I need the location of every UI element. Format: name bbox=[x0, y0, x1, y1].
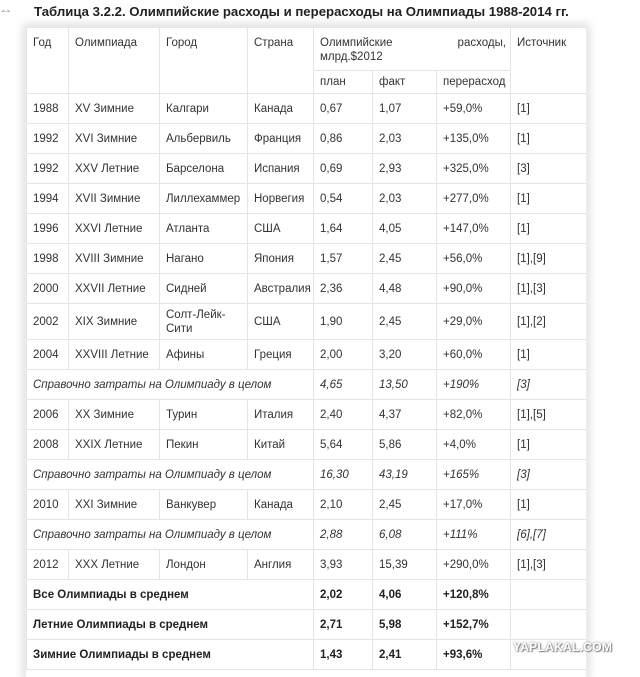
cell-source: [1] bbox=[511, 184, 586, 214]
cell-country: США bbox=[248, 214, 314, 244]
cell-overrun: +135,0% bbox=[437, 124, 511, 154]
table-row bbox=[27, 304, 587, 340]
cell-fact: 2,45 bbox=[373, 244, 437, 274]
cell-fact: 13,50 bbox=[373, 370, 437, 400]
table-row bbox=[27, 154, 587, 184]
cell-plan: 2,36 bbox=[314, 274, 373, 304]
cell-country: Норвегия bbox=[248, 184, 314, 214]
cell-fact: 43,19 bbox=[373, 460, 437, 490]
reference-row bbox=[27, 520, 587, 550]
cell-fact: 2,03 bbox=[373, 184, 437, 214]
cell-city: Афины bbox=[160, 340, 248, 370]
header-row bbox=[27, 28, 587, 71]
header-city: Город bbox=[160, 28, 248, 94]
average-row bbox=[27, 640, 587, 670]
cell-plan: 1,64 bbox=[314, 214, 373, 244]
header-money bbox=[314, 28, 511, 71]
header-money-right: расходы, bbox=[457, 37, 507, 49]
cell-average-label: Зимние Олимпиады в среднем bbox=[27, 640, 314, 670]
cell-year: 2008 bbox=[27, 430, 69, 460]
cell-country: Испания bbox=[248, 154, 314, 184]
cell-plan: 2,71 bbox=[314, 610, 373, 640]
cell-fact: 2,93 bbox=[373, 154, 437, 184]
site-watermark: YAPLAKAL.COM bbox=[513, 640, 613, 654]
cell-overrun: +59,0% bbox=[437, 94, 511, 124]
cell-fact: 4,37 bbox=[373, 400, 437, 430]
cell-overrun: +29,0% bbox=[437, 304, 511, 340]
cell-source: [1] bbox=[511, 214, 586, 244]
cell-country: Япония bbox=[248, 244, 314, 274]
cell-fact: 6,08 bbox=[373, 520, 437, 550]
cell-city: Турин bbox=[160, 400, 248, 430]
cell-city: Ванкувер bbox=[160, 490, 248, 520]
cell-overrun: +152,7% bbox=[437, 610, 511, 640]
cell-city: Барселона bbox=[160, 154, 248, 184]
cell-overrun: +147,0% bbox=[437, 214, 511, 244]
header-overrun: перерасход bbox=[437, 71, 511, 94]
cell-olympiad: XXIX Летние bbox=[69, 430, 160, 460]
cell-plan: 0,69 bbox=[314, 154, 373, 184]
header-money-units: млрд.$2012 bbox=[320, 51, 383, 63]
cell-olympiad: XXVIII Летние bbox=[69, 340, 160, 370]
average-row bbox=[27, 610, 587, 640]
cell-plan: 4,65 bbox=[314, 370, 373, 400]
cell-fact: 4,48 bbox=[373, 274, 437, 304]
cell-year: 1994 bbox=[27, 184, 69, 214]
table-row bbox=[27, 490, 587, 520]
cell-olympiad: XX Зимние bbox=[69, 400, 160, 430]
cell-year: 1996 bbox=[27, 214, 69, 244]
cell-source: [1],[3] bbox=[511, 274, 586, 304]
cell-year: 2012 bbox=[27, 550, 69, 580]
table-row bbox=[27, 94, 587, 124]
cell-fact: 3,20 bbox=[373, 340, 437, 370]
header-fact: факт bbox=[373, 71, 437, 94]
cell-plan: 2,10 bbox=[314, 490, 373, 520]
reference-row bbox=[27, 460, 587, 490]
header-money-left: Олимпийские bbox=[320, 37, 393, 49]
cell-source: [3] bbox=[511, 370, 586, 400]
cell-fact: 2,45 bbox=[373, 304, 437, 340]
cell-olympiad: XXX Летние bbox=[69, 550, 160, 580]
table-caption bbox=[0, 2, 640, 22]
cell-average-label: Все Олимпиады в среднем bbox=[27, 580, 314, 610]
cell-source: [6],[7] bbox=[511, 520, 586, 550]
cell-olympiad: XVII Зимние bbox=[69, 184, 160, 214]
cell-source: [1] bbox=[511, 124, 586, 154]
cell-fact: 2,41 bbox=[373, 640, 437, 670]
cell-overrun: +56,0% bbox=[437, 244, 511, 274]
cell-plan: 2,00 bbox=[314, 340, 373, 370]
cell-plan: 2,40 bbox=[314, 400, 373, 430]
cell-source: [3] bbox=[511, 154, 586, 184]
cell-source bbox=[511, 610, 586, 640]
header-year: Год bbox=[27, 28, 69, 94]
cell-source: [1],[5] bbox=[511, 400, 586, 430]
cell-fact: 1,07 bbox=[373, 94, 437, 124]
cell-overrun: +277,0% bbox=[437, 184, 511, 214]
cell-city: Лондон bbox=[160, 550, 248, 580]
cell-fact: 5,98 bbox=[373, 610, 437, 640]
cell-source: [3] bbox=[511, 460, 586, 490]
cell-plan: 16,30 bbox=[314, 460, 373, 490]
cell-year: 2006 bbox=[27, 400, 69, 430]
cell-country: Италия bbox=[248, 400, 314, 430]
cell-note: Справочно затраты на Олимпиаду в целом bbox=[27, 370, 314, 400]
table-row bbox=[27, 550, 587, 580]
average-row bbox=[27, 580, 587, 610]
cell-year: 1998 bbox=[27, 244, 69, 274]
cell-plan: 0,86 bbox=[314, 124, 373, 154]
olympic-costs-table bbox=[26, 27, 586, 670]
cell-city: Альбервиль bbox=[160, 124, 248, 154]
header-olympiad: Олимпиада bbox=[69, 28, 160, 94]
table-sheet bbox=[26, 27, 586, 677]
header-country: Страна bbox=[248, 28, 314, 94]
table-row bbox=[27, 340, 587, 370]
cell-overrun: +82,0% bbox=[437, 400, 511, 430]
cell-fact: 4,05 bbox=[373, 214, 437, 244]
cell-note: Справочно затраты на Олимпиаду в целом bbox=[27, 460, 314, 490]
cell-overrun: +325,0% bbox=[437, 154, 511, 184]
cell-overrun: +165% bbox=[437, 460, 511, 490]
cell-fact: 2,03 bbox=[373, 124, 437, 154]
table-row bbox=[27, 244, 587, 274]
cell-year: 2002 bbox=[27, 304, 69, 340]
cell-source bbox=[511, 580, 586, 610]
cell-olympiad: XXV Летние bbox=[69, 154, 160, 184]
cell-year: 2000 bbox=[27, 274, 69, 304]
cell-overrun: +60,0% bbox=[437, 340, 511, 370]
cell-city: Нагано bbox=[160, 244, 248, 274]
cell-source: [1],[3] bbox=[511, 550, 586, 580]
cell-olympiad: XV Зимние bbox=[69, 94, 160, 124]
cell-country: Канада bbox=[248, 94, 314, 124]
table-row bbox=[27, 430, 587, 460]
cell-plan: 2,02 bbox=[314, 580, 373, 610]
cell-city: Калгари bbox=[160, 94, 248, 124]
cell-source: [1] bbox=[511, 340, 586, 370]
cell-country: Франция bbox=[248, 124, 314, 154]
cell-olympiad: XXVI Летние bbox=[69, 214, 160, 244]
cell-olympiad: XIX Зимние bbox=[69, 304, 160, 340]
cell-fact: 5,86 bbox=[373, 430, 437, 460]
cell-country: Австралия bbox=[248, 274, 314, 304]
cell-plan: 5,64 bbox=[314, 430, 373, 460]
reference-row bbox=[27, 370, 587, 400]
cell-country: Греция bbox=[248, 340, 314, 370]
cell-overrun: +120,8% bbox=[437, 580, 511, 610]
cell-country: Канада bbox=[248, 490, 314, 520]
cell-year: 2004 bbox=[27, 340, 69, 370]
cell-country: США bbox=[248, 304, 314, 340]
table-row bbox=[27, 124, 587, 154]
cell-city: Атланта bbox=[160, 214, 248, 244]
cell-plan: 1,57 bbox=[314, 244, 373, 274]
cell-year: 2010 bbox=[27, 490, 69, 520]
cell-average-label: Летние Олимпиады в среднем bbox=[27, 610, 314, 640]
cell-year: 1988 bbox=[27, 94, 69, 124]
cell-plan: 1,43 bbox=[314, 640, 373, 670]
table-row bbox=[27, 400, 587, 430]
cell-country: Англия bbox=[248, 550, 314, 580]
cell-city: Сидней bbox=[160, 274, 248, 304]
cell-year: 1992 bbox=[27, 154, 69, 184]
table-row bbox=[27, 184, 587, 214]
cell-overrun: +111% bbox=[437, 520, 511, 550]
cell-overrun: +4,0% bbox=[437, 430, 511, 460]
cell-plan: 2,88 bbox=[314, 520, 373, 550]
cell-fact: 15,39 bbox=[373, 550, 437, 580]
table-title: Таблица 3.2.2. Олимпийские расходы и перерасходы на Олимпиады 1988-2014 гг. bbox=[34, 4, 569, 19]
cell-note: Справочно затраты на Олимпиаду в целом bbox=[27, 520, 314, 550]
cell-overrun: +90,0% bbox=[437, 274, 511, 304]
cell-olympiad: XXI Зимние bbox=[69, 490, 160, 520]
cell-plan: 0,54 bbox=[314, 184, 373, 214]
cell-overrun: +290,0% bbox=[437, 550, 511, 580]
cell-overrun: +190% bbox=[437, 370, 511, 400]
cell-plan: 3,93 bbox=[314, 550, 373, 580]
cell-olympiad: XXVII Летние bbox=[69, 274, 160, 304]
cell-source: [1] bbox=[511, 430, 586, 460]
cell-overrun: +17,0% bbox=[437, 490, 511, 520]
cell-city: Солт-Лейк-Сити bbox=[160, 304, 248, 340]
cell-source: [1],[2] bbox=[511, 304, 586, 340]
cell-olympiad: XVIII Зимние bbox=[69, 244, 160, 274]
table-row bbox=[27, 274, 587, 304]
cell-overrun: +93,6% bbox=[437, 640, 511, 670]
cell-plan: 1,90 bbox=[314, 304, 373, 340]
cell-olympiad: XVI Зимние bbox=[69, 124, 160, 154]
header-plan: план bbox=[314, 71, 373, 94]
table-row bbox=[27, 214, 587, 244]
cell-city: Пекин bbox=[160, 430, 248, 460]
cell-source: [1],[9] bbox=[511, 244, 586, 274]
header-source: Источник bbox=[511, 28, 586, 94]
cell-fact: 4,06 bbox=[373, 580, 437, 610]
cell-source: [1] bbox=[511, 94, 586, 124]
arrow-icon: ⥎ bbox=[1, 4, 11, 18]
cell-country: Китай bbox=[248, 430, 314, 460]
cell-city: Лиллехаммер bbox=[160, 184, 248, 214]
cell-source: [1] bbox=[511, 490, 586, 520]
cell-plan: 0,67 bbox=[314, 94, 373, 124]
cell-year: 1992 bbox=[27, 124, 69, 154]
cell-fact: 2,45 bbox=[373, 490, 437, 520]
